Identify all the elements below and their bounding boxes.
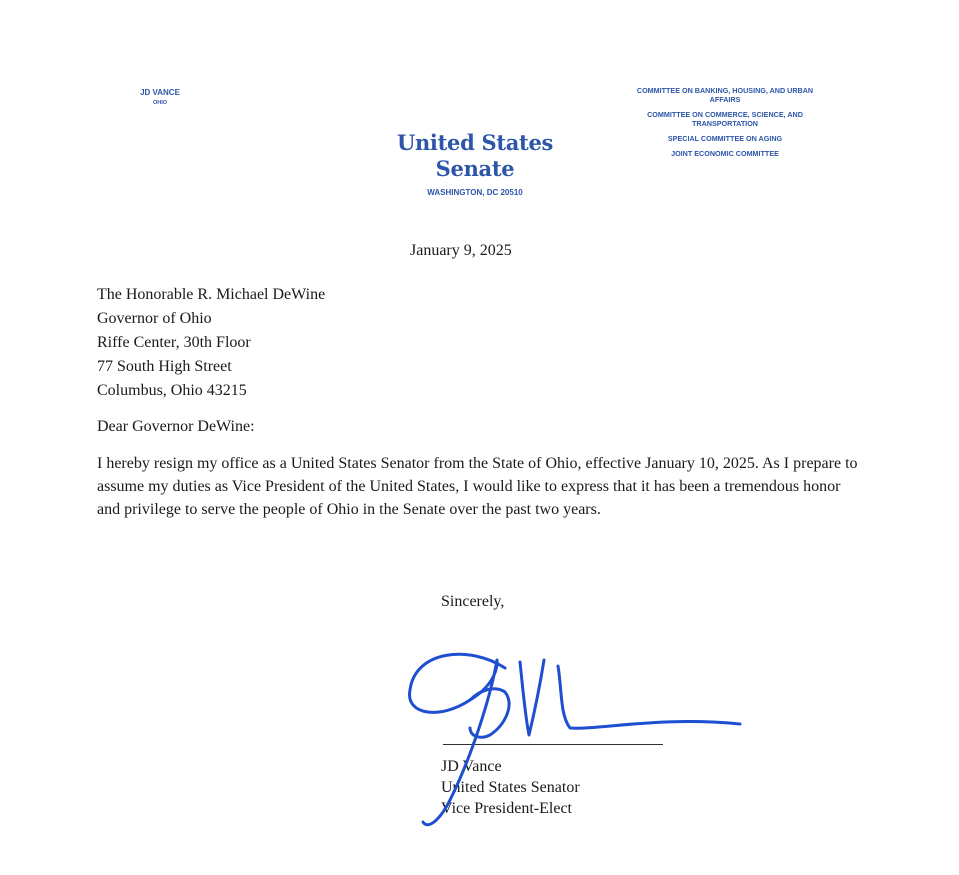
senator-name: JD VANCE — [140, 88, 180, 97]
signature-stroke-tail — [558, 666, 740, 728]
senate-title-block — [355, 130, 595, 197]
recipient-address — [97, 283, 325, 403]
recipient-line: Columbus, Ohio 43215 — [97, 382, 247, 399]
signer-name: JD Vance — [441, 758, 502, 775]
signature-stroke-v — [520, 660, 544, 735]
signer-title: United States Senator — [441, 779, 580, 796]
senator-name-block — [120, 88, 200, 108]
recipient-line: The Honorable R. Michael DeWine — [97, 286, 326, 303]
salutation: Dear Governor DeWine: — [97, 418, 255, 435]
committee-item: JOINT ECONOMIC COMMITTEE — [671, 149, 779, 158]
senate-address: WASHINGTON, DC 20510 — [427, 188, 523, 197]
recipient-line: 77 South High Street — [97, 358, 232, 375]
committee-item: COMMITTEE ON BANKING, HOUSING, AND URBAN AFFAIRS — [636, 86, 814, 104]
recipient-line: Riffe Center, 30th Floor — [97, 334, 251, 351]
recipient-line: Governor of Ohio — [97, 310, 212, 327]
signature-stroke-d — [470, 689, 509, 737]
senator-state: OHIO — [152, 100, 168, 106]
signer-title-2: Vice President-Elect — [441, 800, 572, 817]
senate-title: United States Senate — [396, 130, 554, 181]
signer-block — [441, 756, 580, 819]
committee-list — [630, 86, 820, 164]
closing: Sincerely, — [441, 593, 505, 610]
signature-line — [443, 744, 663, 745]
committee-item: COMMITTEE ON COMMERCE, SCIENCE, AND TRANSPORTATION — [647, 110, 803, 128]
letter-body: I hereby resign my office as a United States Senator from the State of Ohio, effective January 10, 2025. As I prepare to assume my duties as Vice President of the United States, I would like to express that it has been a tremendous honor and privilege to serve the people of Ohio in the Senate over the past two years. — [97, 455, 858, 518]
letter-date: January 9, 2025 — [410, 242, 512, 259]
committee-item: SPECIAL COMMITTEE ON AGING — [667, 134, 783, 143]
